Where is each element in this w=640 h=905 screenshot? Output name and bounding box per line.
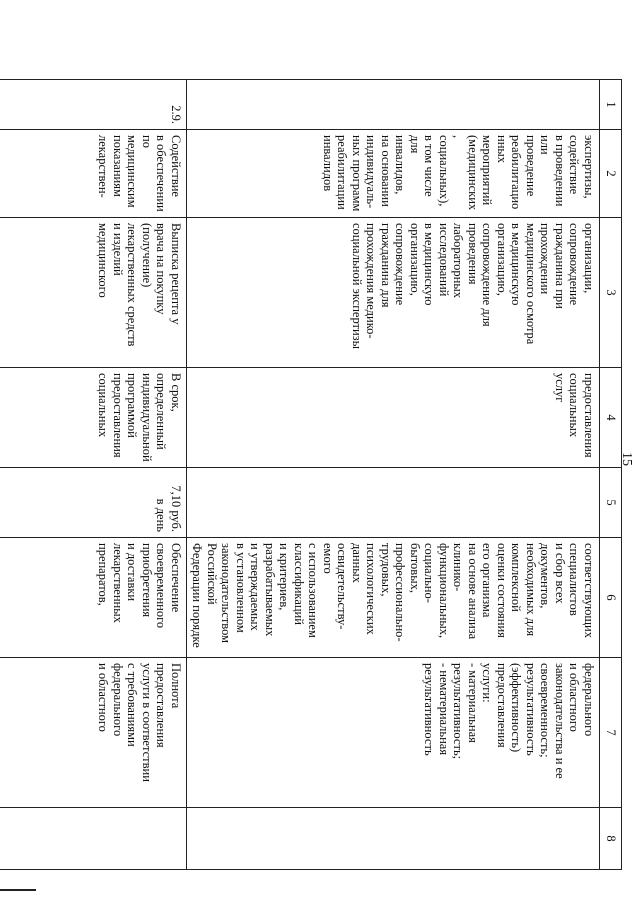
services-table [0, 79, 622, 870]
row2-col7: Полнота предоставления услуги в соответствии с требованиями федерального и областного [0, 658, 187, 808]
col-header-6: 6 [600, 538, 622, 658]
row1-col2: экспертизы, содействие в проведении или проведение реабилитацио нных мероприятий (медицинских , социальных), в том числе для инвалидов, на основании индивидуаль- ных программ реабилитации инвалидов [187, 130, 600, 218]
col-header-3: 3 [600, 218, 622, 368]
table-row [0, 80, 187, 870]
row2-col5: 7,10 руб. в день [0, 468, 187, 538]
row1-col1 [187, 80, 600, 130]
col-header-2: 2 [600, 130, 622, 218]
col-header-1: 1 [600, 80, 622, 130]
header-row [600, 80, 622, 870]
col-header-7: 7 [600, 658, 622, 808]
col-header-5: 5 [600, 468, 622, 538]
row1-col6: соответствующих специалистов и сбор всех документов, необходимых для комплексной оценки состояния его организма на основе анализа клинико- функциональных, социально- бытовых, профессионально- трудовых, психологических данных освидетельству- емого с использованием классификаций и критериев, разрабатываемых и утверждаемых в установленном законодательством Российской Федерации порядке [187, 538, 600, 658]
col-header-8: 8 [600, 808, 622, 870]
row2-col1: 2.9. [0, 80, 187, 130]
page-number: 15 [619, 452, 634, 466]
row1-col8 [187, 808, 600, 870]
row1-col7: федерального и областного законодательства и ее своевременность; результативность (эффективность) предоставления услуги: - материальная результативность; - нематериальная результативность [187, 658, 600, 808]
row1-col5 [187, 468, 600, 538]
col-header-4: 4 [600, 368, 622, 468]
row2-col2: Содействие в обеспечении по медицинским показаниям лекарствен- [0, 130, 187, 218]
row2-col8 [0, 808, 187, 870]
row1-col3: организации, сопровождение гражданина при прохождении медицинского осмотра в медицинскую организацию, сопровождение для проведения лабораторных исследований в медицинскую организацию, сопровождение гражданина для прохождения медико- социальной экспертизы [187, 218, 600, 368]
row2-col3: Выписка рецепта у врача на покупку (получение) лекарственных средств и изделий медицинского [0, 218, 187, 368]
scan-edge-mark [0, 889, 36, 891]
table-row [187, 80, 600, 870]
row2-col4: В срок, определенный индивидуальной программой предоставления социальных [0, 368, 187, 468]
row1-col4: предоставления социальных услуг [187, 368, 600, 468]
row2-col6: Обеспечение своевременного приобретения и доставки лекарственных препаратов, [0, 538, 187, 658]
